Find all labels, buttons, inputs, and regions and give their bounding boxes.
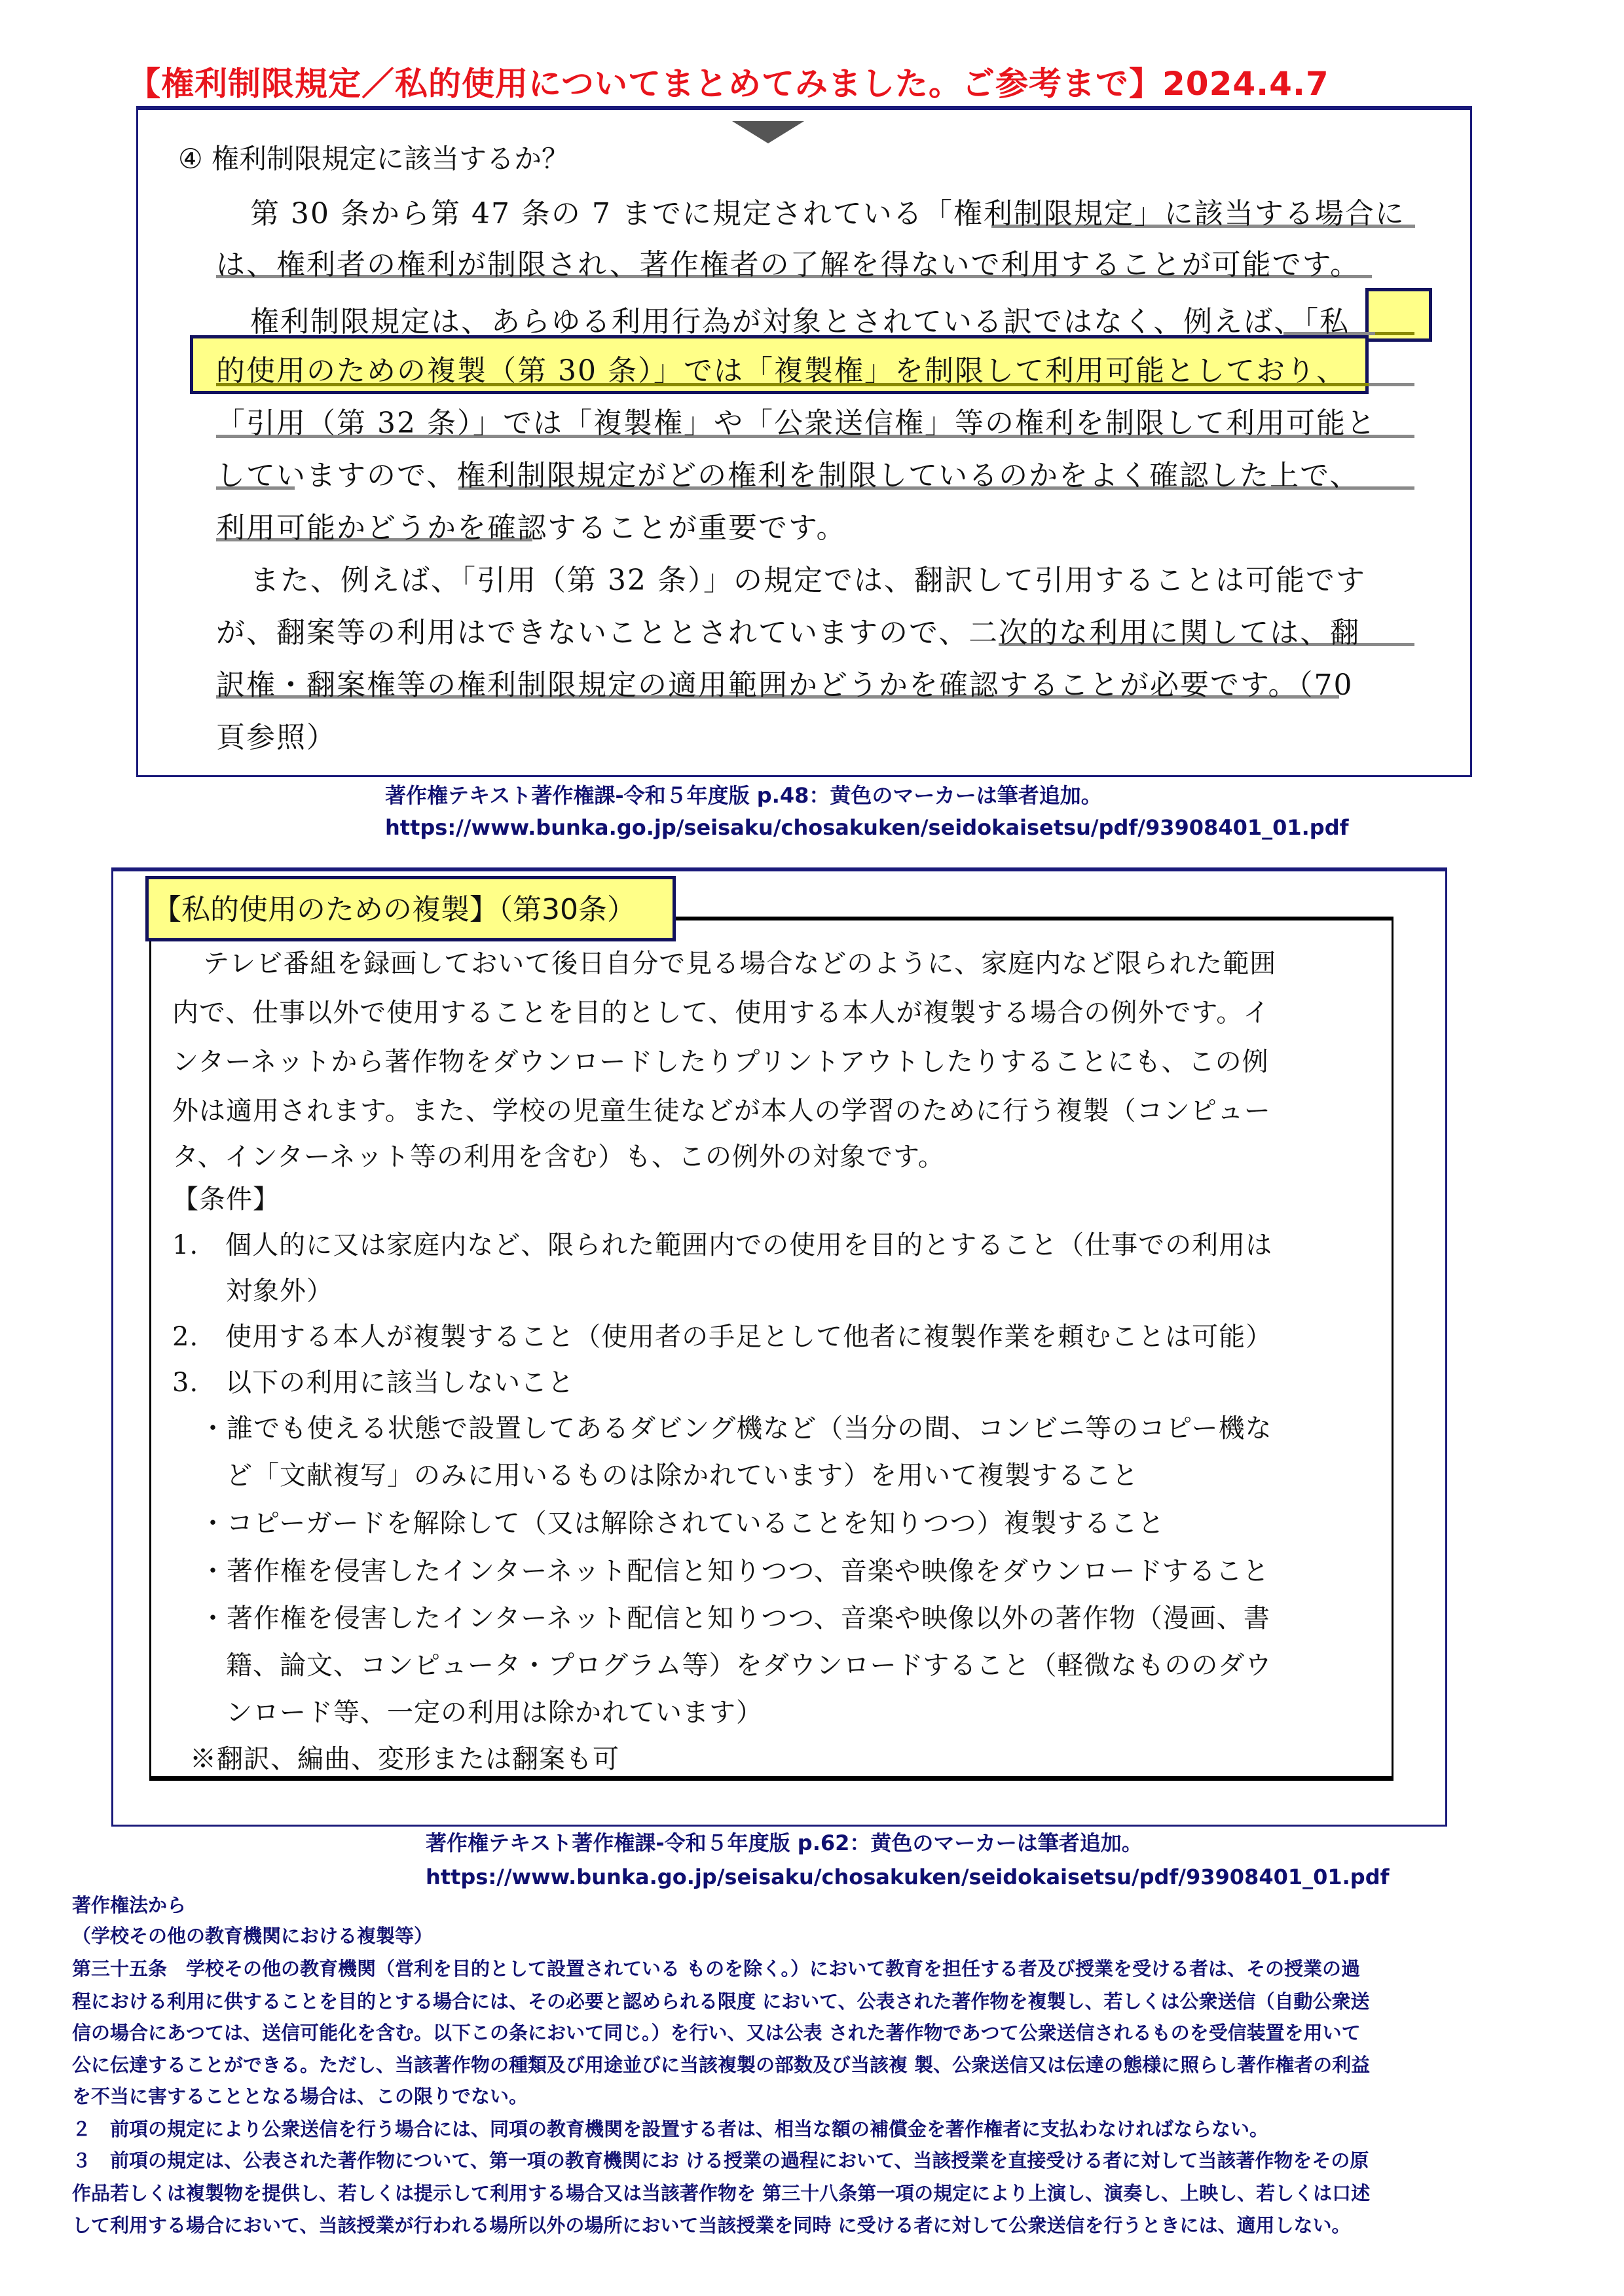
paragraph-line: 「引用（第 32 条）」では「複製権」や「公衆送信権」等の権利を制限して利用可能と bbox=[216, 407, 1376, 440]
body-line: タ、インターネット等の利用を含む）も、この例外の対象です。 bbox=[172, 1142, 945, 1172]
law-line: 第三十五条 学校その他の教育機関（営利を目的として設置されている ものを除く。）において教育を担任する者及び授業を受ける者は、その授業の過 bbox=[72, 1958, 1361, 1980]
paragraph-line: 的使用のための複製（第 30 条）」では「複製権」を制限して利用可能としており、 bbox=[216, 354, 1346, 388]
paragraph-line: 権利制限規定は、あらゆる利用行為が対象とされている訳ではなく、例えば、「私 bbox=[250, 305, 1350, 338]
law-line: して利用する場合において、当該授業が行われる場所以外の場所において当該授業を同時 に受ける者に対して公衆送信を行うときには、適用しない。 bbox=[72, 2214, 1351, 2236]
paragraph-line: 頁参照） bbox=[216, 721, 337, 754]
underline bbox=[1375, 332, 1414, 335]
body-line: 外は適用されます。また、学校の児童生徒などが本人の学習のために行う複製（コンピュー bbox=[172, 1096, 1271, 1126]
law-line: 程における利用に供することを目的とする場合には、その必要と認められる限度 において、公表された著作物を複製し、若しくは公衆送信（自動公衆送 bbox=[72, 1990, 1370, 2013]
underline bbox=[1369, 383, 1414, 386]
paragraph-line: また、例えば、「引用（第 32 条）」の規定では、翻訳して引用することは可能です bbox=[250, 564, 1366, 597]
body-line: テレビ番組を録画しておいて後日自分で見る場合などのように、家庭内など限られた範囲 bbox=[203, 949, 1277, 979]
paragraph-line: していますので、権利制限規定がどの権利を制限しているのかをよく確認した上で、 bbox=[216, 459, 1360, 492]
paragraph-line: 利用可能かどうかを確認することが重要です。 bbox=[216, 511, 847, 545]
bullet-item: ど「文献複写」のみに用いるものは除かれています）を用いて複製すること bbox=[226, 1461, 1139, 1491]
bullet-item: ・誰でも使える状態で設置してあるダビング機など（当分の間、コンビニ等のコピー機な bbox=[200, 1413, 1272, 1444]
section2-title: 【私的使用のための複製】（第30条） bbox=[145, 876, 676, 941]
section1-heading: ④ 権利制限規定に該当するか？ bbox=[178, 143, 570, 175]
law-caption: （学校その他の教育機関における複製等） bbox=[72, 1925, 434, 1947]
law-line: を不当に害することとなる場合は、この限りでない。 bbox=[72, 2085, 528, 2107]
law-line: ２ 前項の規定により公衆送信を行う場合には、同項の教育機関を設置する者は、相当な額の補償金を著作権者に支払わなければならない。 bbox=[72, 2118, 1269, 2140]
law-line: 信の場合にあつては、送信可能化を含む。以下この条において同じ。）を行い、又は公表 された著作物であつて公衆送信されるものを受信装置を用いて bbox=[72, 2022, 1361, 2044]
bullet-item: ンロード等、一定の利用は除かれています） bbox=[226, 1698, 763, 1728]
source-citation: 著作権テキスト著作権課-令和５年度版 p.48：黄色のマーカーは筆者追加。 bbox=[385, 783, 1102, 808]
law-line: 作品若しくは複製物を提供し、若しくは提示して利用する場合又は当該著作物を 第三十八条第一項の規定により上演し、演奏し、上映し、若しくは口述 bbox=[72, 2182, 1371, 2204]
note-line: ※翻訳、編曲、変形または翻案も可 bbox=[190, 1744, 619, 1774]
down-arrow-icon bbox=[732, 121, 804, 143]
bullet-item: ・コピーガードを解除して（又は解除されていることを知りつつ）複製すること bbox=[200, 1508, 1165, 1539]
paragraph-line: は、権利者の権利が制限され、著作権者の了解を得ないで利用することが可能です。 bbox=[216, 248, 1361, 282]
condition-item: 1. 個人的に又は家庭内など、限られた範囲内での使用を目的とすること（仕事での利用は bbox=[172, 1230, 1273, 1260]
law-line: 公に伝達することができる。ただし、当該著作物の種類及び用途並びに当該複製の部数及び当該複 製、公衆送信又は伝達の態様に照らし著作権者の利益 bbox=[72, 2054, 1371, 2076]
bullet-item: ・著作権を侵害したインターネット配信と知りつつ、音楽や映像をダウンロードすること bbox=[200, 1556, 1270, 1586]
source-url[interactable]: https://www.bunka.go.jp/seisaku/chosakuken/seidokaisetsu/pdf/93908401_01.pdf bbox=[426, 1865, 1390, 1889]
bullet-item: 籍、論文、コンピュータ・プログラム等）をダウンロードすること（軽微なもののダウ bbox=[226, 1650, 1272, 1681]
body-line: ンターネットから著作物をダウンロードしたりプリントアウトしたりすることにも、この例 bbox=[172, 1047, 1269, 1077]
law-source: 著作権法から bbox=[72, 1894, 187, 1916]
law-line: ３ 前項の規定は、公表された著作物について、第一項の教育機関にお ける授業の過程において、当該授業を直接受ける者に対して当該著作物をその原 bbox=[72, 2149, 1369, 2172]
source-citation: 著作権テキスト著作権課-令和５年度版 p.62：黄色のマーカーは筆者追加。 bbox=[426, 1831, 1143, 1855]
body-line: 内で、仕事以外で使用することを目的として、使用する本人が複製する場合の例外です。イ bbox=[172, 998, 1270, 1028]
condition-item: 対象外） bbox=[226, 1276, 333, 1306]
page-title: 【権利制限規定／私的使用についてまとめてみました。ご参考まで】2024.4.7 bbox=[128, 65, 1329, 103]
bullet-item: ・著作権を侵害したインターネット配信と知りつつ、音楽や映像以外の著作物（漫画、書 bbox=[200, 1603, 1270, 1633]
source-url[interactable]: https://www.bunka.go.jp/seisaku/chosakuken/seidokaisetsu/pdf/93908401_01.pdf bbox=[385, 815, 1349, 840]
paragraph-line: 第 30 条から第 47 条の 7 までに規定されている「権利制限規定」に該当する場合に bbox=[250, 197, 1405, 230]
conditions-heading: 【条件】 bbox=[172, 1184, 280, 1214]
condition-item: 2. 使用する本人が複製すること（使用者の手足として他者に複製作業を頼むことは可能） bbox=[172, 1322, 1273, 1352]
condition-item: 3. 以下の利用に該当しないこと bbox=[172, 1368, 575, 1398]
paragraph-line: 訳権・翻案権等の権利制限規定の適用範囲かどうかを確認することが必要です。（70 bbox=[216, 668, 1354, 702]
paragraph-line: が、翻案等の利用はできないこととされていますので、二次的な利用に関しては、翻 bbox=[216, 616, 1361, 649]
